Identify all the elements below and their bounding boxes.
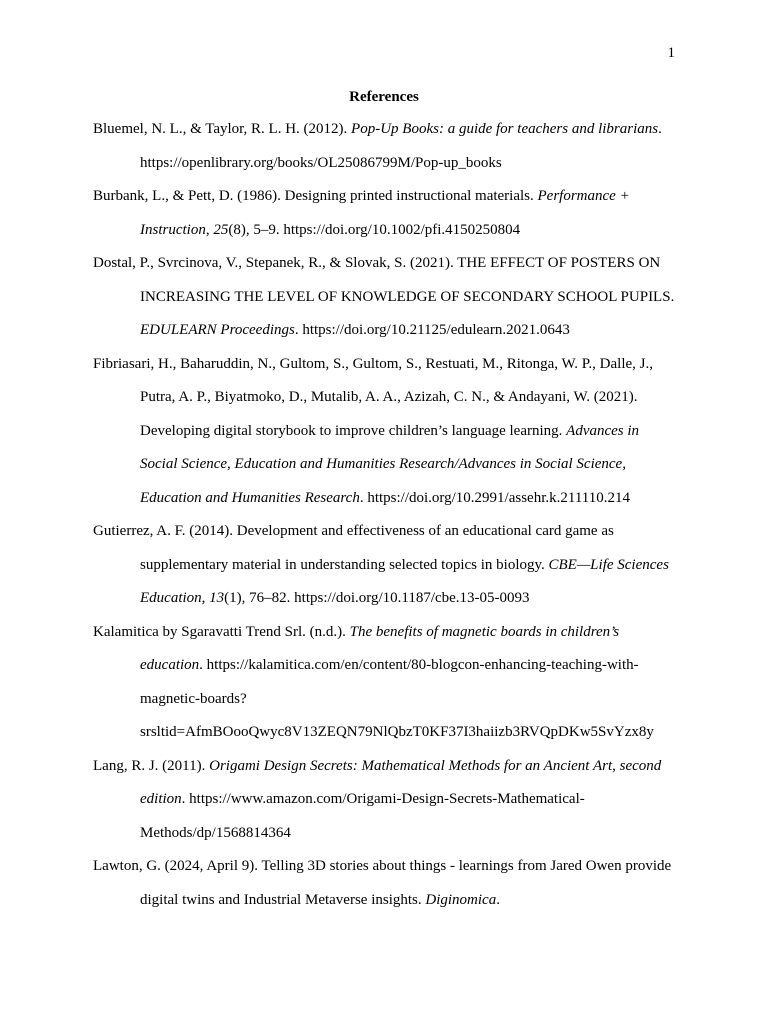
reference-separator: , <box>205 221 214 238</box>
reference-authors-date: Burbank, L., & Pett, D. (1986). Designing printed instructional materials. <box>93 188 538 204</box>
reference-link: . https://kalamitica.com/en/content/80-blogcon-enhancing-teaching-with-magnetic-boards? <box>140 657 639 707</box>
reference-authors-date: Lawton, G. (2024, April 9). Telling 3D stories about things - learnings from Jared Owen provide digital twins and Industrial Metaverse insights. <box>93 858 672 908</box>
reference-journal: Diginomica <box>425 891 497 908</box>
reference-authors-date: Gutierrez, A. F. (2014). Development and effectiveness of an educational card game as supplementary material in understanding selected topics in biology. <box>93 523 614 573</box>
reference-authors-date: Fibriasari, H., Baharuddin, N., Gultom, S., Gultom, S., Restuati, M., Ritonga, W. P., Dalle, J., Putra, A. P., Biyatmoko, D., Mutalib, A. A., Azizah, C. N., & Andayani, W. (2021). Developing digital storybook to improve children’s language learning. <box>93 355 653 439</box>
reference-entry <box>93 247 677 348</box>
reference-entry <box>93 515 677 616</box>
reference-link-continued: srsltid=AfmBOooQwyc8V13ZEQN79NlQbzT0KF37I3haiizb3RVQpDKw5SvYzx8y <box>140 724 654 740</box>
reference-authors-date: Kalamitica by Sgaravatti Trend Srl. (n.d.). <box>93 623 350 640</box>
reference-list <box>93 113 677 917</box>
reference-authors-date: Bluemel, N. L., & Taylor, R. L. H. (2012). <box>93 121 352 137</box>
reference-link: . https://openlibrary.org/books/OL25086799M/Pop-up_books <box>140 121 662 171</box>
reference-title: Origami Design Secrets: Mathematical Methods for an Ancient Art, second edition <box>140 757 662 807</box>
reference-link: . https://doi.org/10.2991/assehr.k.211110.214 <box>359 489 630 506</box>
reference-entry <box>93 750 677 851</box>
reference-journal: Advances in Social Science, Education and Humanities Research/Advances in Social Science, Education and Humanities Research <box>140 422 640 506</box>
reference-entry <box>93 616 677 750</box>
reference-entry <box>93 180 677 247</box>
page-title: References <box>349 89 419 105</box>
reference-entry <box>93 348 677 516</box>
reference-entry <box>93 850 677 917</box>
reference-link: (1), 76–82. https://doi.org/10.1187/cbe.13-05-0093 <box>224 590 530 606</box>
reference-journal: EDULEARN Proceedings <box>140 322 295 338</box>
reference-volume: 25 <box>213 221 229 238</box>
page-number: 1 <box>667 45 675 61</box>
reference-link: . https://www.amazon.com/Origami-Design-Secrets-Mathematical-Methods/dp/1568814364 <box>140 791 585 841</box>
reference-authors-date: Dostal, P., Svrcinova, V., Stepanek, R., & Slovak, S. (2021). THE EFFECT OF POSTERS ON INCREASING THE LEVEL OF KNOWLEDGE OF SECONDARY SCHOOL PUPILS. <box>93 255 675 305</box>
reference-separator: , <box>201 590 210 606</box>
reference-authors-date: Lang, R. J. (2011). <box>93 757 210 774</box>
reference-link: . https://doi.org/10.21125/edulearn.2021.0643 <box>294 322 570 338</box>
reference-journal: CBE—Life Sciences Education <box>140 556 669 606</box>
reference-journal: Performance + Instruction <box>140 188 630 238</box>
reference-volume: 13 <box>209 590 225 606</box>
reference-entry <box>93 113 677 180</box>
reference-title: The benefits of magnetic boards in children’s education <box>140 623 620 673</box>
reference-title: Pop-Up Books: a guide for teachers and librarians <box>351 121 659 137</box>
reference-link: (8), 5–9. https://doi.org/10.1002/pfi.4150250804 <box>228 221 521 238</box>
reference-link: . <box>496 891 500 908</box>
